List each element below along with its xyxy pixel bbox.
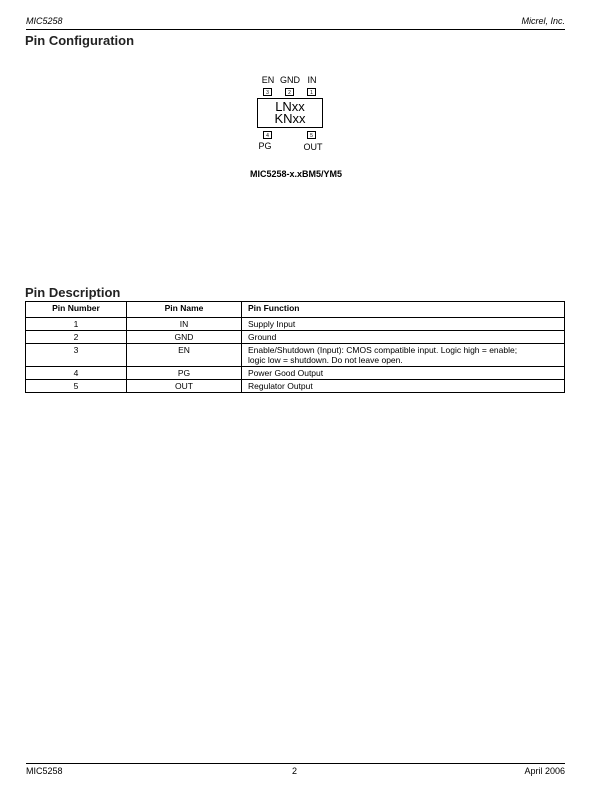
pin-label-gnd: GND [280,75,300,85]
table-row [26,318,565,331]
pin-function-cell: Ground [242,331,565,344]
footer-rule [26,763,565,764]
pin-number-cell: 4 [26,367,127,380]
pin-function-line-2: logic low = shutdown. Do not leave open. [248,355,403,365]
pin-number-cell: 5 [26,380,127,393]
pin-5-box: 5 [307,131,316,139]
table-header-row [26,302,565,318]
column-header-pin-number: Pin Number [26,302,127,318]
package-caption: MIC5258-x.xBM5/YM5 [249,169,343,179]
pin-function-cell: Power Good Output [242,367,565,380]
header-part-number: MIC5258 [26,16,63,26]
footer-part-number: MIC5258 [26,766,63,776]
page-number: 2 [292,766,298,776]
package-marking-1: LNxx [275,99,305,114]
pin-name-cell: GND [127,331,242,344]
table-row [26,331,565,344]
table-row [26,367,565,380]
pin-number-cell: 2 [26,331,127,344]
pin-name-cell: IN [127,318,242,331]
pin-configuration-title: Pin Configuration [25,33,135,48]
pin-name-cell: PG [127,367,242,380]
pin-function-cell: Supply Input [242,318,565,331]
pin-description-table [25,301,565,393]
column-header-pin-name: Pin Name [127,302,242,318]
column-header-pin-function: Pin Function [242,302,565,318]
table-row [26,380,565,393]
pin-label-in: IN [307,75,317,85]
pin-name-cell: EN [127,344,242,367]
pin-3-box: 3 [263,88,272,96]
pin-1-box: 1 [307,88,316,96]
pin-4-box: 4 [263,131,272,139]
header-rule [26,29,565,30]
table-row [26,344,565,367]
pin-label-pg: PG [258,141,272,151]
pin-function-cell [242,344,565,367]
pin-number-cell: 1 [26,318,127,331]
pin-function-cell: Regulator Output [242,380,565,393]
pin-name-cell: OUT [127,380,242,393]
package-marking-2: KNxx [274,111,306,126]
pin-label-en: EN [261,75,275,85]
pin-label-out: OUT [303,142,323,152]
pin-description-title: Pin Description [25,285,121,300]
pin-function-line-1: Enable/Shutdown (Input): CMOS compatible input. Logic high = enable; [248,345,518,355]
pin-number-cell: 3 [26,344,127,367]
footer-date: April 2006 [524,766,565,776]
header-company: Micrel, Inc. [521,16,565,26]
pin-2-box: 2 [285,88,294,96]
